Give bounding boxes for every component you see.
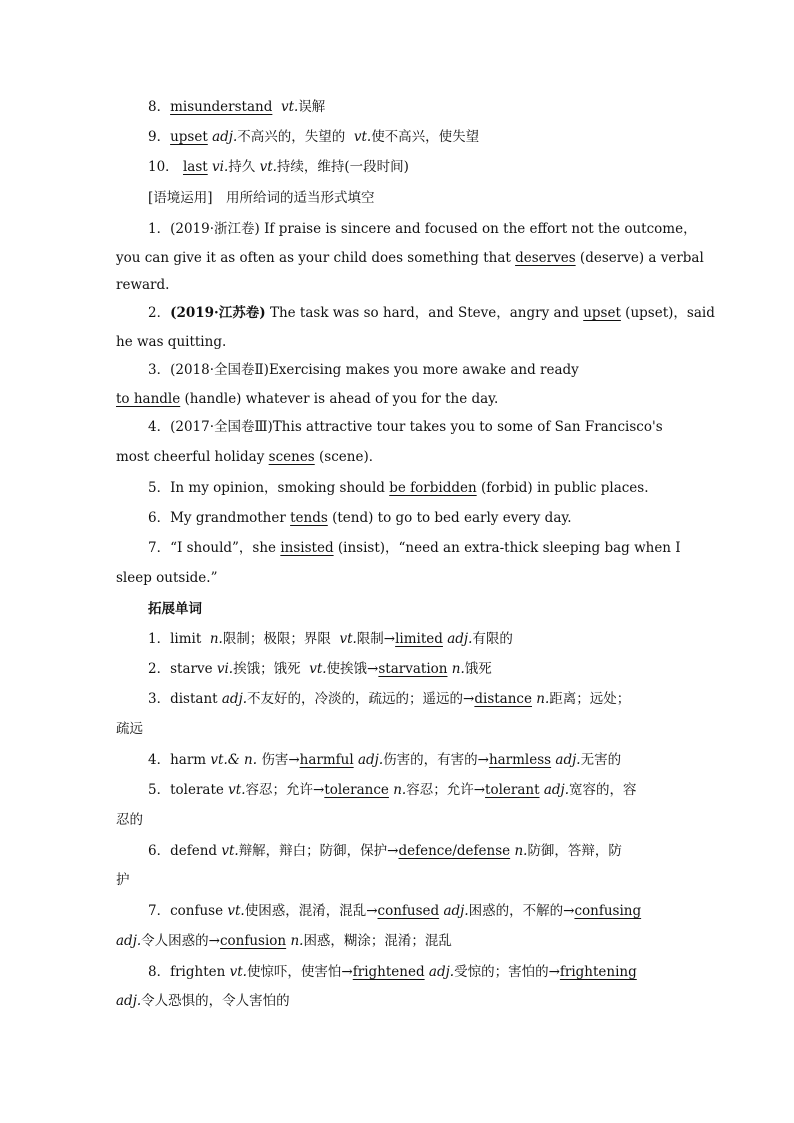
answer: scenes (268, 449, 315, 465)
question-5: 5．In my opinion，smoking should be forbidden (forbid) in public places. (148, 480, 649, 496)
question-3-line-2: to handle (handle) whatever is ahead of you for the day. (116, 391, 499, 407)
item-number: 10． (148, 159, 179, 175)
expand-item-5-line-1: 5．tolerate vt.容忍；允许→tolerance n.容忍；允许→tolerant adj.宽容的，容 (148, 782, 637, 798)
answer: harmless (488, 752, 552, 768)
answer: tolerance (324, 782, 389, 798)
meaning: 不高兴的，失望的 (237, 129, 346, 145)
vocab-item-8 (148, 97, 325, 117)
source-tag: (2017·全国卷Ⅲ) (170, 419, 273, 435)
answer: confusing (574, 903, 642, 919)
answer: tolerant (485, 782, 540, 798)
expand-item-7-line-2: adj.令人困惑的→confusion n.困惑，糊涂；混淆；混乱 (116, 933, 452, 949)
section-heading-usage: [语境运用] 用所给词的适当形式填空 (148, 190, 375, 206)
answer: tends (290, 510, 328, 526)
answer: misunderstand (170, 99, 273, 115)
answer: deserves (515, 250, 576, 266)
answer: insisted (280, 540, 334, 556)
expand-item-2: 2．starve vi.挨饿；饿死 vt.使挨饿→starvation n.饿死 (148, 661, 492, 677)
source-tag: (2018·全国卷Ⅱ) (170, 362, 269, 378)
answer: confused (377, 903, 440, 919)
meaning: 误解 (298, 99, 326, 115)
expand-item-4: 4．harm vt.& n. 伤害→harmful adj.伤害的，有害的→harmless adj.无害的 (148, 752, 622, 768)
answer: upset (170, 129, 208, 145)
expand-item-8-line-2: adj.令人恐惧的，令人害怕的 (116, 993, 290, 1009)
expand-item-8-line-1: 8．frighten vt.使惊吓，使害怕→frightened adj.受惊的；害怕的→frightening (148, 964, 637, 980)
answer: confusion (219, 933, 287, 949)
source-tag: (2019·浙江卷) (170, 221, 260, 237)
expand-item-1: 1．limit n.限制；极限；界限 vt.限制→limited adj.有限的 (148, 631, 513, 647)
vocab-item-9 (148, 127, 479, 147)
question-4-line-1: 4．(2017·全国卷Ⅲ)This attractive tour takes you to some of San Francisco's (148, 419, 663, 435)
answer: be forbidden (389, 480, 477, 496)
answer: harmful (299, 752, 354, 768)
question-6: 6．My grandmother tends (tend) to go to bed early every day. (148, 510, 572, 526)
answer: defence/defense (398, 843, 511, 859)
answer: upset (583, 305, 621, 321)
expand-item-3-line-1: 3．distant adj.不友好的，冷淡的，疏远的；遥远的→distance n.距离；远处； (148, 691, 631, 707)
answer: distance (474, 691, 532, 707)
question-3-line-1: 3．(2018·全国卷Ⅱ)Exercising makes you more awake and ready (148, 362, 579, 378)
part-of-speech: vt. (353, 129, 372, 145)
part-of-speech: vi. (212, 159, 229, 175)
expand-item-3-line-2: 疏远 (116, 721, 143, 737)
part-of-speech: vt. (280, 99, 299, 115)
expand-item-5-line-2: 忍的 (116, 812, 143, 828)
question-2-line-2: he was quitting. (116, 334, 227, 350)
question-1-line-3: reward. (116, 277, 170, 293)
part-of-speech: vt. (259, 159, 277, 175)
part-of-speech: adj. (212, 129, 238, 145)
source-tag: (2019·江苏卷) (170, 305, 266, 321)
answer: frightening (559, 964, 637, 980)
expand-item-7-line-1: 7．confuse vt.使困惑，混淆，混乱→confused adj.困惑的，不解的→confusing (148, 903, 642, 919)
answer: frightened (352, 964, 425, 980)
question-2-line-1: 2．(2019·江苏卷) The task was so hard，and Steve，angry and upset (upset)，said (148, 305, 715, 321)
question-1-line-2: you can give it as often as your child does something that deserves (deserve) a verbal (116, 250, 704, 266)
answer: starvation (378, 661, 448, 677)
answer: limited (395, 631, 443, 647)
answer: to handle (116, 391, 181, 407)
meaning: 持续，维持(一段时间) (276, 159, 409, 175)
expand-item-6-line-2: 护 (116, 872, 130, 888)
question-7-line-2: sleep outside.” (116, 570, 218, 586)
expand-item-6-line-1: 6．defend vt.辩解，辩白；防御，保护→defence/defense n.防御，答辩，防 (148, 843, 622, 859)
answer: last (182, 159, 208, 175)
item-number: 8． (148, 99, 171, 115)
vocab-item-10 (148, 157, 409, 177)
meaning: 持久 (228, 159, 256, 175)
question-1-line-1: 1．(2019·浙江卷) If praise is sincere and focused on the effort not the outcome， (148, 221, 697, 237)
meaning: 使不高兴，使失望 (371, 129, 480, 145)
section-heading-expand: 拓展单词 (148, 601, 202, 617)
question-4-line-2: most cheerful holiday scenes (scene)． (116, 449, 383, 465)
question-7-line-1: 7．“I should”，she insisted (insist)，“need an extra-thick sleeping bag when I (148, 540, 681, 556)
item-number: 9． (148, 129, 171, 145)
